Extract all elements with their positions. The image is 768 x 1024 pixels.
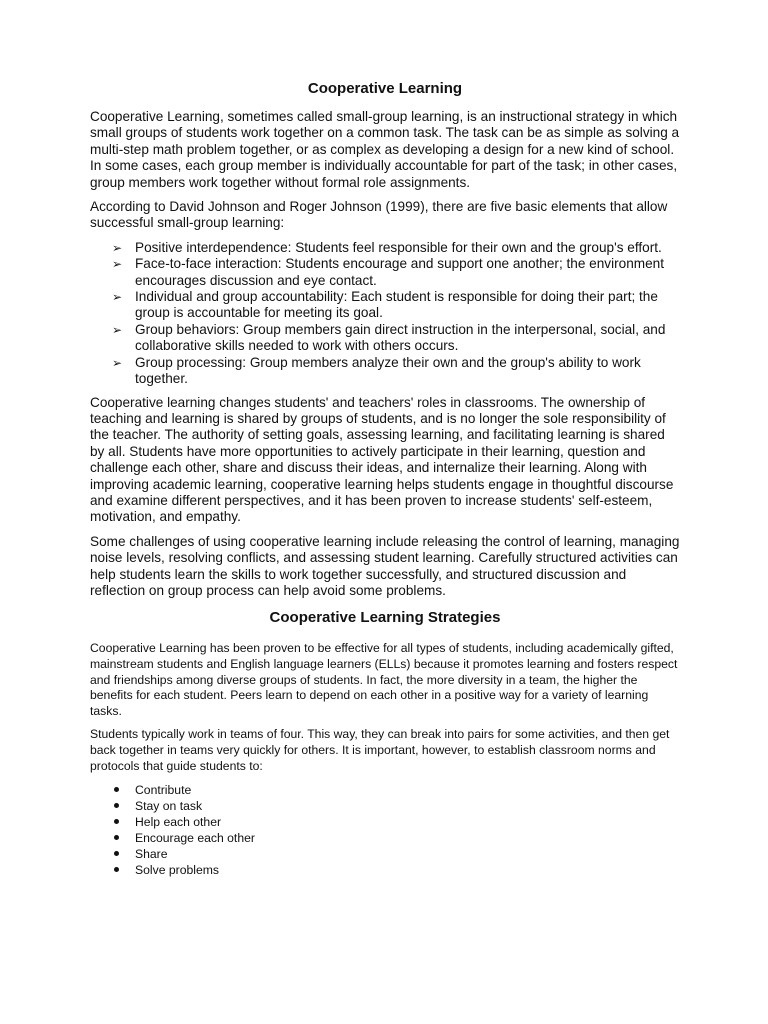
- strategies-heading: Cooperative Learning Strategies: [269, 609, 501, 627]
- list-item: Encourage each other: [90, 830, 680, 846]
- teams-paragraph: Students typically work in teams of four. This way, they can break into pairs for some activities, and then get back together in teams very quickly for others. It is important, however, to establish classroom norms and protocols that guide students to:: [90, 727, 670, 773]
- list-item: ➢ Group behaviors: Group members gain direct instruction in the interpersonal, social, and collaborative skills needed to work with others occurs.: [112, 321, 666, 354]
- bullet-icon: [114, 787, 119, 792]
- norms-list: [90, 782, 680, 878]
- bullet-icon: [114, 819, 119, 824]
- bullet-icon: [114, 851, 119, 856]
- list-item: Stay on task: [90, 798, 680, 814]
- bullet-icon: [114, 803, 119, 808]
- list-item: Contribute: [90, 782, 680, 798]
- list-item: ➢ Individual and group accountability: Each student is responsible for doing their part; the group is accountable for meeting its goal.: [112, 289, 658, 321]
- challenges-paragraph: Some challenges of using cooperative learning include releasing the control of learning, managing noise levels, resolving conflicts, and assessing student learning. Carefully structured activities can help students learn the skills to work together successfully, and structured discussion and reflection on group process can help avoid some problems.: [90, 533, 680, 598]
- page-title: Cooperative Learning: [307, 80, 463, 97]
- bullet-icon: [114, 867, 119, 872]
- list-item: ➢ Group processing: Group members analyze their own and the group's ability to work together.: [112, 354, 641, 387]
- list-item: Solve problems: [90, 862, 680, 878]
- arrow-bullet-icon: ➢: [112, 290, 123, 305]
- elements-intro-paragraph: According to David Johnson and Roger Johnson (1999), there are five basic elements that allow successful small-group learning:: [90, 199, 668, 231]
- list-item: Share: [90, 846, 680, 862]
- arrow-bullet-icon: ➢: [112, 322, 123, 337]
- arrow-bullet-icon: ➢: [112, 240, 123, 255]
- roles-paragraph: Cooperative learning changes students' and teachers' roles in classrooms. The ownership of teaching and learning is shared by groups of students, and is no longer the sole responsibility of the teacher. The authority of setting goals, assessing learning, and facilitating learning is shared by all. Students have more opportunities to actively participate in their learning, question and challenge each other, share and discuss their ideas, and internalize their learning. Along with improving academic learning, cooperative learning helps students engage in thoughtful discourse and examine different perspectives, and it has been proven to increase students' self-esteem, motivation, and empathy.: [90, 394, 674, 525]
- list-item: Help each other: [90, 814, 680, 830]
- strategies-intro-paragraph: Cooperative Learning has been proven to be effective for all types of students, including academically gifted, mainstream students and English language learners (ELLs) because it promotes learning and fosters respect and friendships among diverse groups of students. In fact, the more diversity in a team, the higher the benefits for each student. Peers learn to depend on each other in a positive way for a variety of learning tasks.: [90, 641, 678, 718]
- arrow-bullet-icon: ➢: [112, 257, 123, 272]
- bullet-icon: [114, 835, 119, 840]
- list-item: ➢ Positive interdependence: Students feel responsible for their own and the group's effort.: [112, 239, 662, 255]
- list-item: ➢ Face-to-face interaction: Students encourage and support one another; the environment encourages discussion and eye contact.: [112, 256, 664, 288]
- document-page: [90, 78, 680, 878]
- arrow-bullet-icon: ➢: [112, 355, 123, 370]
- intro-paragraph: Cooperative Learning, sometimes called small-group learning, is an instructional strategy in which small groups of students work together on a common task. The task can be as simple as solving a multi-step math problem together, or as complex as developing a design for a new kind of school. In some cases, each group member is individually accountable for part of the task; in other cases, group members work together without formal role assignments.: [90, 109, 680, 190]
- basic-elements-list: [90, 240, 680, 388]
